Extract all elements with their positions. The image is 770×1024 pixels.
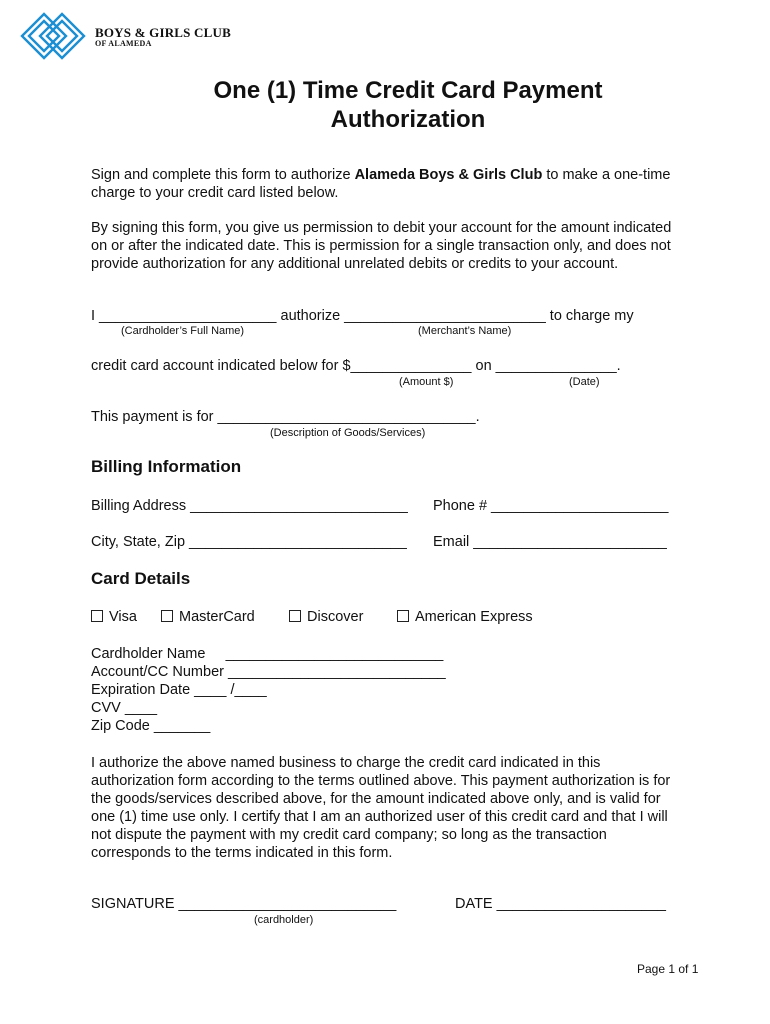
email-field[interactable]: Email ________________________: [433, 534, 667, 550]
caption-cardholder: (cardholder): [254, 914, 314, 926]
caption-description: (Description of Goods/Services): [270, 427, 426, 439]
caption-amount: (Amount $): [399, 376, 454, 388]
org-subname: OF ALAMEDA: [95, 39, 152, 48]
intro-text-pre: Sign and complete this form to authorize: [91, 167, 355, 183]
checkbox-american-express[interactable]: [397, 609, 533, 625]
payment-for-line[interactable]: This payment is for ________________________________.: [91, 409, 480, 425]
checkbox-icon: [289, 610, 301, 622]
phone-field[interactable]: Phone # ______________________: [433, 498, 669, 514]
checkbox-visa[interactable]: [91, 609, 137, 625]
intro-text-post: to make a one-time charge to your credit card listed below.: [91, 167, 671, 201]
caption-cardholder-name: (Cardholder’s Full Name): [121, 325, 245, 337]
option-label: MasterCard: [179, 609, 255, 625]
authorize-line[interactable]: I ______________________ authorize _________________________ to charge my: [91, 308, 634, 324]
city-state-zip-field[interactable]: City, State, Zip ___________________________: [91, 534, 407, 550]
billing-address-field[interactable]: Billing Address ___________________________: [91, 498, 408, 514]
zip-code-field[interactable]: Zip Code _______: [91, 718, 211, 734]
checkbox-icon: [91, 610, 103, 622]
billing-heading: Billing Information: [91, 457, 242, 476]
checkbox-mastercard[interactable]: [161, 609, 255, 625]
checkbox-discover[interactable]: [289, 609, 363, 625]
permission-paragraph: By signing this form, you give us permission to debit your account for the amount indicated on or after the indicated date. This is permission for a single transaction only, and does not provide authorization for any additional unrelated debits or credits to your account.: [91, 220, 672, 272]
boys-girls-club-logo: [18, 10, 88, 62]
option-label: Discover: [307, 609, 364, 625]
option-label: Visa: [109, 609, 137, 625]
page-number: Page 1 of 1: [637, 962, 699, 976]
checkbox-icon: [161, 610, 173, 622]
form-title-line1: One (1) Time Credit Card Payment: [213, 77, 603, 104]
option-label: American Express: [415, 609, 533, 625]
caption-date: (Date): [569, 376, 600, 388]
intro-org-name: Alameda Boys & Girls Club: [354, 167, 543, 183]
form-title-line2: Authorization: [330, 106, 486, 133]
authorization-paragraph: I authorize the above named business to charge the credit card indicated in this authorization form according to the terms outlined above. This payment authorization is for the goods/services described above, for the amount indicated above only, and is valid for one (1) time use only. I certify that I am an authorized user of this credit card and that I will not dispute the payment with my credit card company; so long as the transaction corresponds to the terms indicated in this form.: [91, 755, 671, 861]
card-details-heading: Card Details: [91, 569, 191, 588]
signature-field[interactable]: SIGNATURE ___________________________: [91, 896, 397, 912]
org-name: BOYS & GIRLS CLUB: [95, 25, 231, 40]
intro-paragraph: [91, 166, 681, 202]
cardholder-name-field[interactable]: Cardholder Name ___________________________: [91, 646, 444, 662]
expiration-date-field[interactable]: Expiration Date ____ /____: [91, 682, 267, 698]
checkbox-icon: [397, 610, 409, 622]
amount-line[interactable]: credit card account indicated below for $_______________ on _______________.: [91, 358, 621, 374]
account-number-field[interactable]: Account/CC Number ___________________________: [91, 664, 446, 680]
cvv-field[interactable]: CVV ____: [91, 700, 158, 716]
date-field[interactable]: DATE _____________________: [455, 896, 666, 912]
caption-merchant-name: (Merchant’s Name): [418, 325, 512, 337]
